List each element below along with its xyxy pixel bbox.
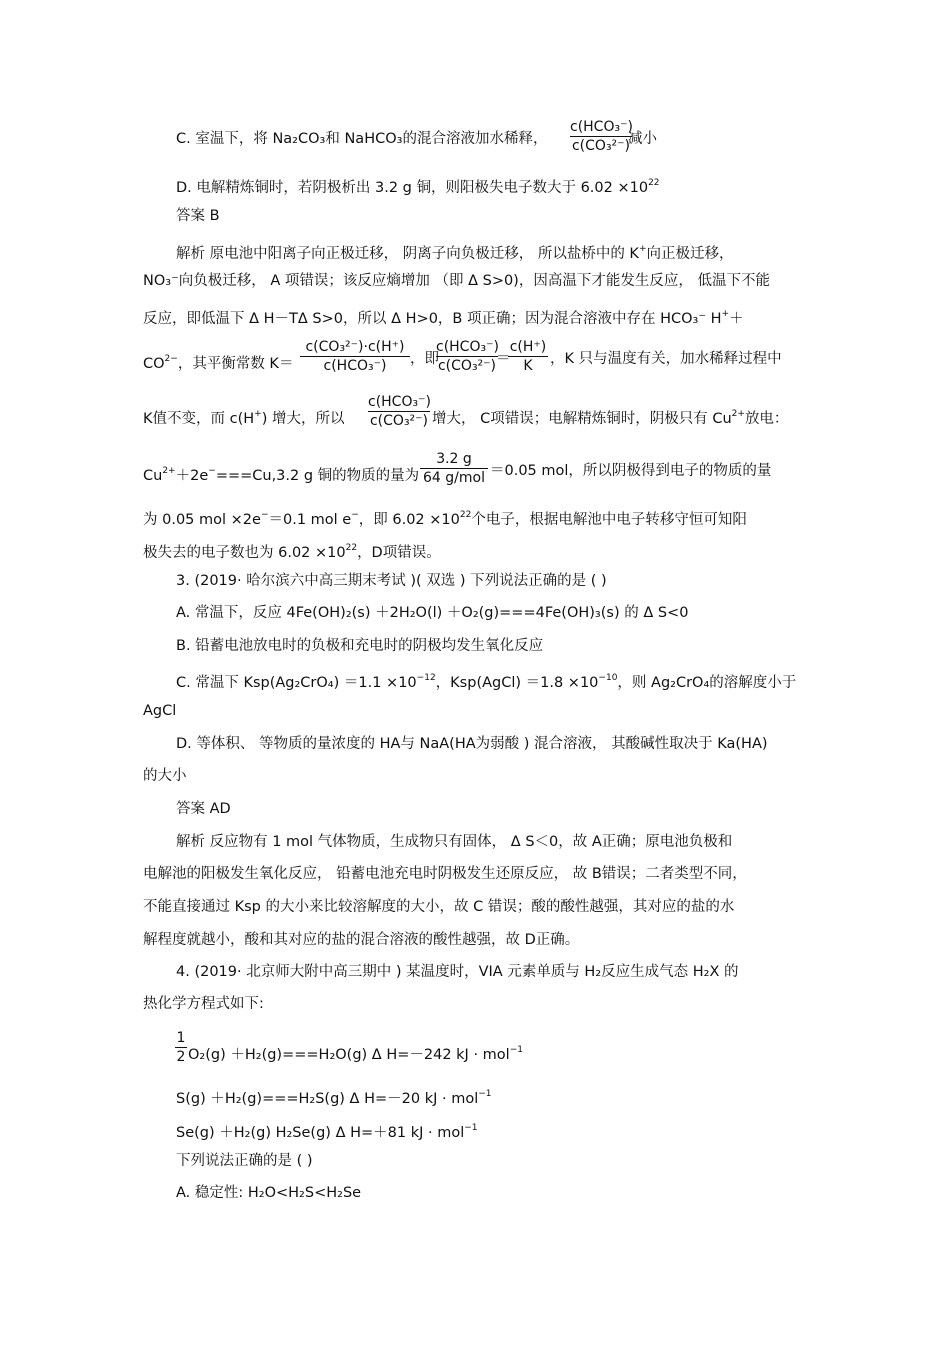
superscript: + [638, 244, 647, 254]
analysis-line-6d: ＝0.05 mol，所以阴极得到电子的物质的量 [490, 463, 772, 479]
fraction-numerator: c(HCO₃⁻) [570, 119, 633, 135]
explanation-3-line-1: 解析 反应物有 1 mol 气体物质，生成物只有固体， Δ S＜0，故 A正确；原电池负极和 [176, 834, 733, 850]
analysis-line-2: NO₃⁻向负极迁移， A 项错误；该反应熵增加 （即 Δ S>0)，因高温下才能发生反应， 低温下不能 [143, 273, 770, 289]
fraction-one-half [175, 1030, 187, 1065]
superscript: 2− [164, 354, 178, 364]
text: 解析 原电池中阳离子向正极迁移， 阴离子向负极迁移， 所以盐桥中的 K [176, 246, 639, 262]
option-d-body: D. 电解精炼铜时，若阴极析出 3.2 g 铜，则阳极失电子数大于 6.02 ×10 [176, 180, 649, 196]
equation-1 [188, 1040, 523, 1065]
fraction-bar [175, 1047, 187, 1048]
analysis-line-5a [143, 404, 344, 429]
superscript: −12 [416, 673, 436, 683]
explanation-3-line-3: 不能直接通过 Ksp 的大小来比较溶解度的大小，故 C 错误；酸的酸性越强，其对应的盐的水 [143, 899, 735, 915]
fraction-k-expression [300, 339, 410, 374]
text: ，则 Ag₂CrO₄的溶解度小于 [617, 675, 797, 691]
question-4-prompt: 下列说法正确的是 ( ) [176, 1153, 313, 1169]
analysis-line-4a [143, 349, 293, 374]
option-d-text [176, 173, 660, 198]
question-3: 3. (2019· 哈尔滨六中高三期末考试 )( 双选 ) 下列说法正确的是 ( ) [176, 573, 607, 589]
superscript: − [208, 466, 216, 476]
superscript: − [351, 510, 359, 520]
fraction-hco3-over-co3 [570, 119, 632, 154]
fraction-denominator: K [523, 358, 533, 374]
option-c-tail: 减小 [628, 131, 657, 147]
fraction-bar [300, 356, 410, 357]
text: ，D项错误。 [357, 545, 441, 561]
option-c-text: C. 室温下，将 Na₂CO₃和 NaHCO₃的混合溶液加水稀释， [176, 131, 548, 147]
fraction-hco3-over-co3-2 [436, 339, 498, 374]
analysis-line-1 [176, 239, 734, 264]
text: 个电子，根据电解池中电子转移守恒可知阳 [471, 512, 747, 528]
text: ＋ [729, 311, 744, 327]
question-3-option-a: A. 常温下，反应 4Fe(OH)₂(s) ＋2H₂O(l) ＋O₂(g)===4Fe(OH)₃(s) 的 Δ S<0 [176, 605, 689, 621]
text: 反应，即低温下 Δ H－TΔ S>0，所以 Δ H>0，B 项正确；因为混合溶液中存在 HCO₃⁻ H [143, 311, 722, 327]
superscript: 2+ [162, 466, 176, 476]
question-3-option-d: D. 等体积、 等物质的量浓度的 HA与 NaA(HA为弱酸 ) 混合溶液， 其酸碱性取决于 Ka(HA) [176, 736, 768, 752]
text: 为 0.05 mol ×2e [143, 512, 261, 528]
text: S(g) ＋H₂(g)===H₂S(g) Δ H=－20 kJ · mol [176, 1091, 479, 1107]
superscript: 2+ [731, 409, 745, 419]
analysis-line-8 [143, 538, 441, 563]
explanation-3-line-4: 解程度就越小，酸和其对应的盐的混合溶液的酸性越强，故 D正确。 [143, 932, 580, 948]
fraction-hco3-over-co3-3 [368, 394, 430, 429]
fraction-h-over-k [508, 339, 548, 374]
fraction-numerator: 3.2 g [436, 451, 472, 467]
superscript: −10 [598, 673, 618, 683]
superscript: −1 [509, 1045, 523, 1055]
analysis-line-7 [143, 505, 747, 530]
text: Cu [143, 468, 163, 484]
analysis-line-4e: ，K 只与温度有关，加水稀释过程中 [550, 351, 782, 367]
superscript: + [254, 409, 262, 419]
text: ，其平衡常数 K＝ [177, 356, 294, 372]
analysis-line-3 [143, 304, 744, 329]
superscript: + [721, 309, 730, 319]
equation-2 [176, 1084, 492, 1109]
text: 极失去的电子数也为 6.02 ×10 [143, 545, 346, 561]
analysis-line-6a [143, 461, 419, 486]
fraction-bar [420, 468, 488, 469]
text: Se(g) ＋H₂(g) H₂Se(g) Δ H=＋81 kJ · mol [176, 1125, 465, 1141]
analysis-line-4c: ，即 [410, 351, 439, 367]
question-4: 4. (2019· 北京师大附中高三期中 ) 某温度时，VIA 元素单质与 H₂反应生成气态 H₂X 的 [176, 964, 739, 980]
question-4-cont: 热化学方程式如下: [143, 996, 264, 1012]
fraction-numerator: c(CO₃²⁻)·c(H⁺) [305, 339, 405, 355]
text: C. 常温下 Ksp(Ag₂CrO₄) ＝1.1 ×10 [176, 675, 417, 691]
superscript: 22 [345, 543, 358, 553]
text: O₂(g) ＋H₂(g)===H₂O(g) Δ H=－242 kJ · mol [188, 1047, 510, 1063]
answer-1: 答案 B [176, 208, 220, 224]
explanation-3-line-2: 电解池的阳极发生氧化反应， 铅蓄电池充电时阴极发生还原反应， 故 B错误；二者类型不同， [143, 866, 747, 882]
text: K值不变，而 c(H [143, 411, 255, 427]
fraction-bar [368, 411, 430, 412]
question-4-option-a: A. 稳定性: H₂O<H₂S<H₂Se [176, 1185, 362, 1201]
text: 放电： [744, 411, 789, 427]
text: 增大， C项错误；电解精炼铜时，阴极只有 Cu [432, 411, 732, 427]
text: ＝0.1 mol e [268, 512, 352, 528]
analysis-line-4d: ＝ [496, 351, 511, 367]
question-3-option-b: B. 铅蓄电池放电时的负极和充电时的阴极均发生氧化反应 [176, 638, 544, 654]
fraction-denominator: c(HCO₃⁻) [323, 358, 387, 374]
fraction-bar [436, 356, 498, 357]
fraction-numerator: c(HCO₃⁻) [368, 394, 431, 410]
fraction-denominator: 64 g/mol [423, 470, 485, 486]
fraction-numerator: c(HCO₃⁻) [436, 339, 499, 355]
superscript: −1 [464, 1123, 478, 1133]
fraction-denominator: c(CO₃²⁻) [369, 413, 429, 429]
text: ，Ksp(AgCl) ＝1.8 ×10 [435, 675, 599, 691]
question-3-option-c-cont: AgCl [143, 703, 177, 719]
text: ===Cu,3.2 g 铜的物质的量为 [215, 468, 420, 484]
text: 向正极迁移， [646, 246, 734, 262]
fraction-denominator: 2 [176, 1049, 186, 1065]
text: ) 增大，所以 [261, 411, 345, 427]
fraction-denominator: c(CO₃²⁻) [437, 358, 497, 374]
superscript: −1 [478, 1089, 492, 1099]
fraction-denominator: c(CO₃²⁻) [571, 138, 631, 154]
question-3-option-c [176, 668, 796, 693]
answer-3: 答案 AD [176, 801, 231, 817]
text: ＋2e [175, 468, 209, 484]
text: CO [143, 356, 165, 372]
fraction-bar [508, 356, 548, 357]
equation-3 [176, 1118, 478, 1143]
text: ，即 6.02 ×10 [358, 512, 460, 528]
fraction-mass-over-molar [420, 451, 488, 486]
fraction-numerator: c(H⁺) [509, 339, 547, 355]
fraction-numerator: 1 [176, 1030, 186, 1046]
exponent: 22 [648, 178, 660, 188]
fraction-bar [570, 136, 632, 137]
superscript: 22 [459, 510, 472, 520]
superscript: − [260, 510, 269, 520]
analysis-line-5c [432, 404, 788, 429]
question-3-option-d-cont: 的大小 [143, 768, 187, 784]
